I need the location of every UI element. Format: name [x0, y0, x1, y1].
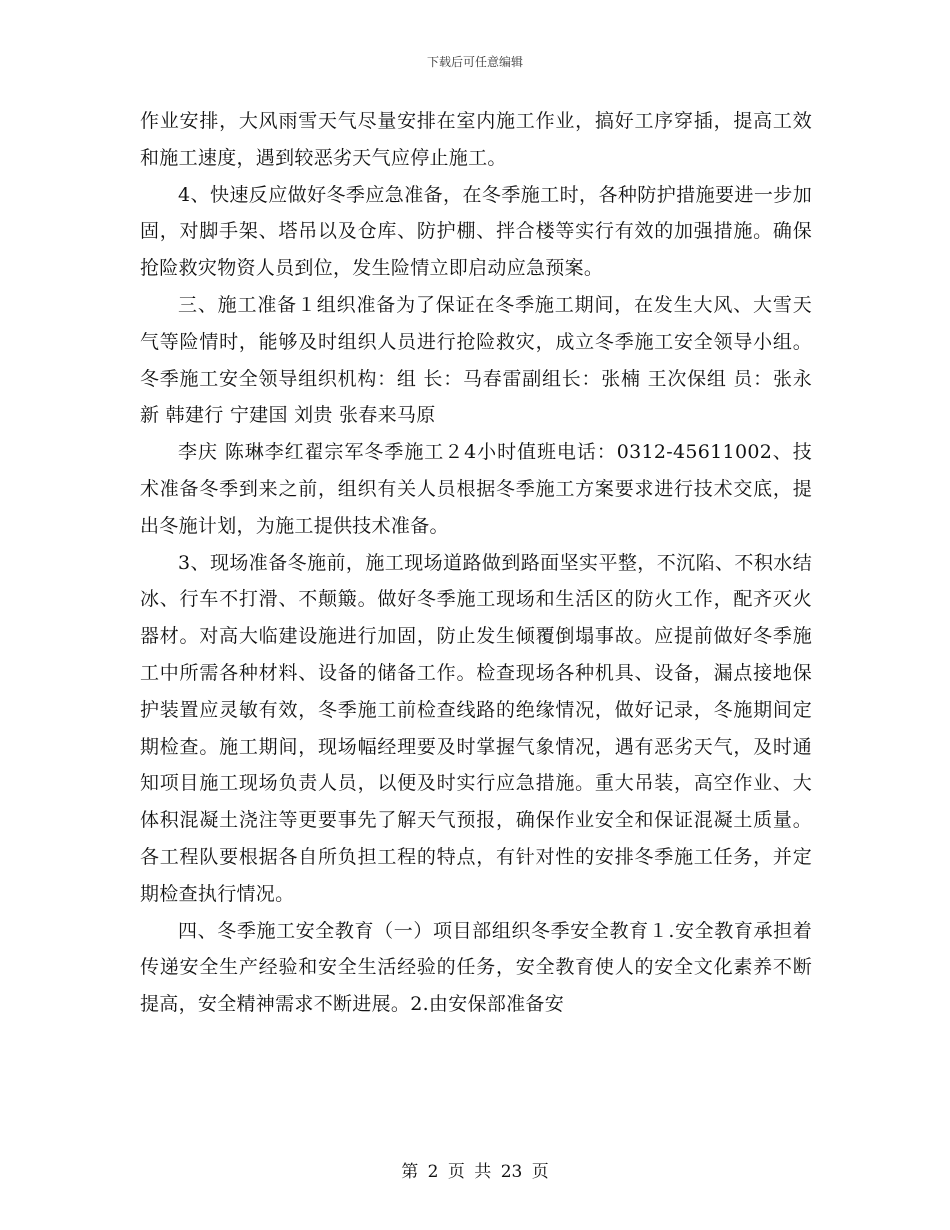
- paragraph-2: 4、快速反应做好冬季应急准备，在冬季施工时，各种防护措施要进一步加固，对脚手架、塔吊以及仓库、防护棚、拌合楼等实行有效的加强措施。确保抢险救灾物资人员到位，发生险情立即启动应急预案。: [140, 183, 812, 280]
- paragraph-5: 3、现场准备冬施前，施工现场道路做到路面坚实平整，不沉陷、不积水结冰、行车不打滑、不颠簸。做好冬季施工现场和生活区的防火工作，配齐灭火器材。对高大临建设施进行加固，防止发生倾覆倒塌事故。应提前做好冬季施工中所需各种材料、设备的储备工作。检查现场各种机具、设备，漏点接地保护装置应灵敏有效，冬季施工前检查线路的绝缘情况，做好记录，冬施期间定期检查。施工期间，现场幅经理要及时掌握气象情况，遇有恶劣天气，及时通知项目施工现场负责人员，以便及时实行应急措施。重大吊装，高空作业、大体积混凝土浇注等更要事先了解天气预报，确保作业安全和保证混凝土质量。各工程队要根据各自所负担工程的特点，有针对性的安排冬季施工任务，并定期检查执行情况。: [140, 551, 812, 905]
- paragraph-6: 四、冬季施工安全教育（一）项目部组织冬季安全教育１.安全教育承担着传递安全生产经验和安全生活经验的任务，安全教育使人的安全文化素养不断提高，安全精神需求不断进展。2.由安保部准备安: [140, 919, 812, 1016]
- page-header: 下载后可任意编辑: [426, 55, 523, 69]
- paragraph-1: 作业安排，大风雨雪天气尽量安排在室内施工作业，搞好工序穿插，提高工效和施工速度，遇到较恶劣天气应停止施工。: [140, 110, 812, 169]
- paragraph-4: 李庆 陈琳李红翟宗军冬季施工２4小时值班电话：0312-45611002、技术准备冬季到来之前，组织有关人员根据冬季施工方案要求进行技术交底，提出冬施计划，为施工提供技术准备。: [140, 441, 812, 537]
- page-footer: 第 2 页 共 23 页: [401, 1162, 549, 1182]
- paragraph-3: 三、施工准备１组织准备为了保证在冬季施工期间，在发生大风、大雪天气等险情时，能够及时组织人员进行抢险救灾，成立冬季施工安全领导小组。冬季施工安全领导组织机构：组 长：马春雷副组长：张楠 王次保组 员：张永新 韩建行 宁建国 刘贵 张春来马原: [140, 293, 812, 427]
- document-body: [140, 103, 812, 1023]
